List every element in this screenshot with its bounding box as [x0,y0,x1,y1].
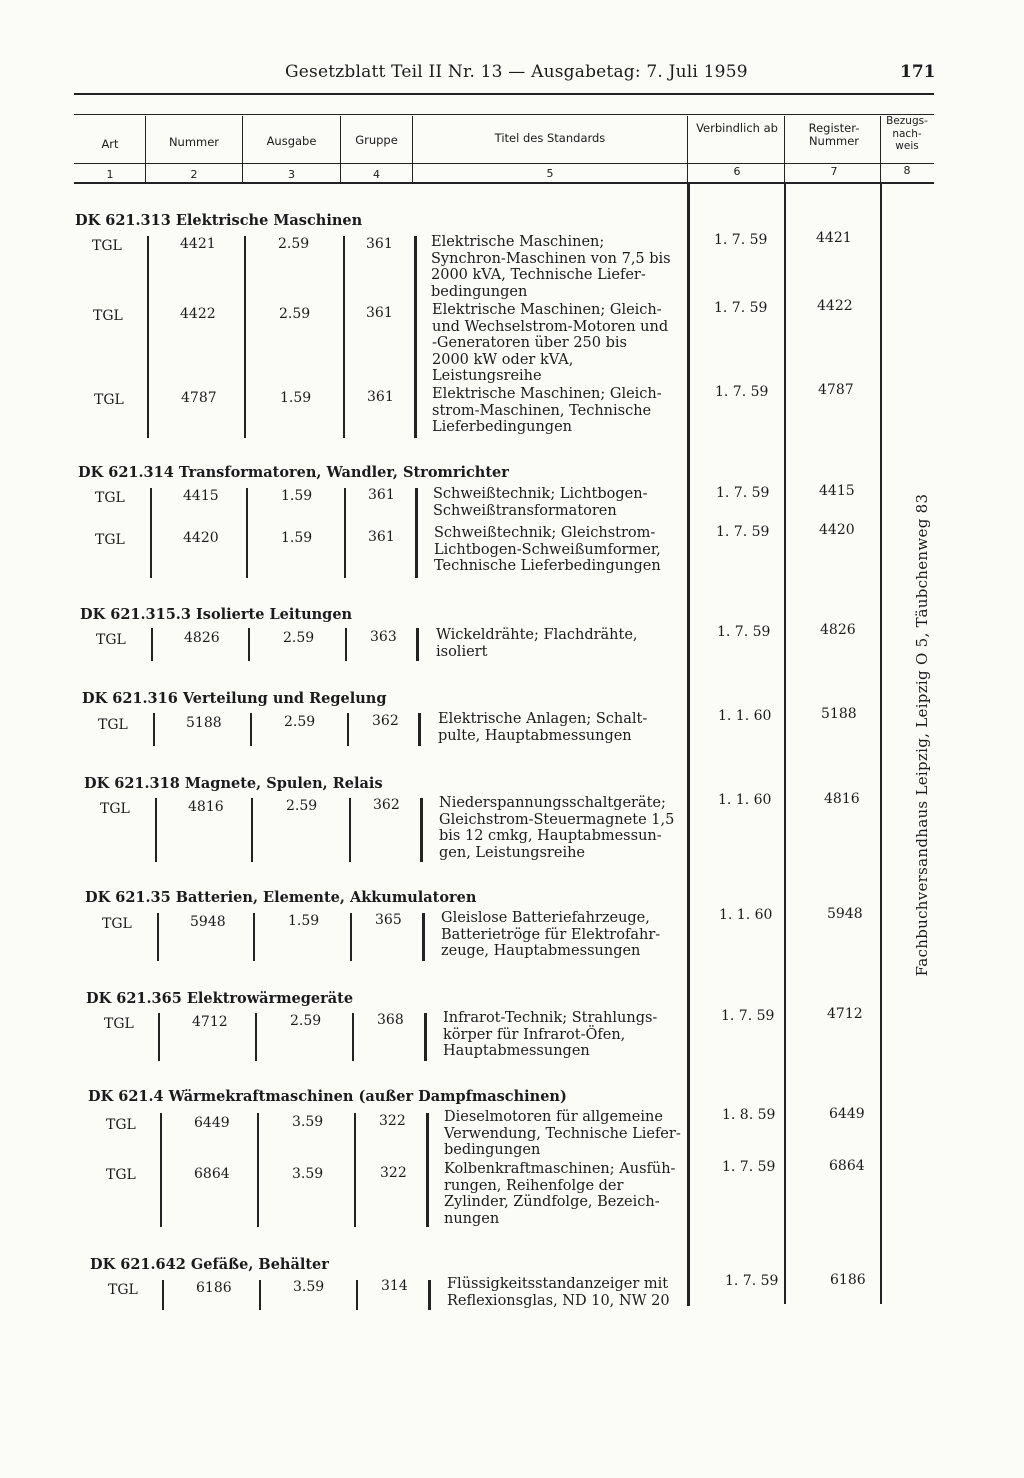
column-number: 8 [903,164,911,177]
cell-register: 4816 [824,791,860,807]
cell-verbindlich: 1. 7. 59 [714,232,768,248]
cell-nummer: 4422 [180,306,216,322]
cell-nummer: 4787 [181,390,217,406]
header-rule-top-2 [74,114,934,115]
cell-title: Schweißtechnik; Gleichstrom- Lichtbogen-Schweißumformer, Technische Lieferbedingungen [434,525,661,574]
row-separator [162,1280,164,1310]
cell-verbindlich: 1. 1. 60 [718,792,772,808]
cell-nummer: 4415 [183,488,219,504]
cell-ausgabe: 2.59 [290,1013,322,1029]
cell-verbindlich: 1. 1. 60 [718,708,772,724]
cell-register: 4420 [819,522,855,538]
cell-title: Dieselmotoren für allgemeine Verwendung, Technische Liefer- bedingungen [444,1109,681,1158]
cell-ausgabe: 2.59 [286,798,318,814]
column-number: 4 [373,168,380,181]
cell-register: 5188 [821,706,857,722]
cell-gruppe: 361 [368,487,395,503]
cell-gruppe: 361 [368,529,395,545]
cell-ausgabe: 3.59 [292,1166,324,1182]
row-separator [420,798,423,862]
page-header: Gesetzblatt Teil II Nr. 13 — Ausgabetag: 7. Juli 1959 [285,62,748,82]
cell-art: TGL [95,532,125,548]
bezugsnachweis-side-note: Fachbuchversandhaus Leipzig, Leipzig O 5, Täubchenweg 83 [913,493,931,977]
cell-ausgabe: 1.59 [288,913,320,929]
row-separator [424,1013,427,1061]
cell-gruppe: 361 [367,389,394,405]
cell-verbindlich: 1. 7. 59 [716,485,770,501]
row-separator [246,488,248,578]
cell-gruppe: 368 [377,1012,404,1028]
cell-verbindlich: 1. 7. 59 [716,524,770,540]
header-rule-bottom [74,182,934,184]
cell-art: TGL [104,1016,134,1032]
column-header-register: Register-Nummer [808,121,860,148]
column-header-verbindlich: Verbindlich ab [696,121,778,135]
cell-nummer: 6449 [194,1115,230,1131]
cell-ausgabe: 2.59 [284,714,316,730]
cell-verbindlich: 1. 7. 59 [725,1273,779,1289]
row-separator [153,713,155,746]
section-title: DK 621.35 Batterien, Elemente, Akkumulatoren [85,889,477,906]
column-rule-bezug [880,184,882,1304]
cell-title: Elektrische Maschinen; Synchron-Maschinen von 7,5 bis 2000 kVA, Technische Liefer- bedingungen [431,234,671,300]
cell-title: Flüssigkeitsstandanzeiger mit Reflexionsglas, ND 10, NW 20 [447,1276,670,1309]
cell-gruppe: 362 [372,713,399,729]
cell-art: TGL [98,717,128,733]
row-separator [157,913,159,961]
cell-nummer: 4420 [183,530,219,546]
row-separator [251,798,253,862]
cell-title: Gleislose Batteriefahrzeuge, Batterietröge für Elektrofahr- zeuge, Hauptabmessungen [441,910,661,959]
cell-art: TGL [95,490,125,506]
column-header-nummer: Nummer [168,135,220,149]
row-separator [356,1280,358,1310]
cell-title: Schweißtechnik; Lichtbogen- Schweißtransformatoren [433,486,648,519]
cell-register: 4421 [816,230,852,246]
cell-gruppe: 322 [380,1165,407,1181]
cell-gruppe: 363 [370,629,397,645]
column-number: 6 [733,165,741,178]
cell-title: Elektrische Maschinen; Gleich- und Wechselstrom-Motoren und -Generatoren über 250 bis 2000 kW oder kVA, Leistungsreihe [432,302,669,384]
row-separator [244,236,246,438]
cell-gruppe: 361 [366,236,393,252]
row-separator [418,713,421,746]
cell-ausgabe: 3.59 [292,1114,324,1130]
row-separator [255,1013,257,1061]
cell-nummer: 6864 [194,1166,230,1182]
cell-nummer: 6186 [196,1280,232,1296]
row-separator [160,1113,162,1227]
cell-register: 6186 [830,1272,866,1288]
row-separator [155,798,157,862]
cell-art: TGL [106,1167,136,1183]
cell-register: 4415 [819,483,855,499]
cell-title: Kolbenkraftmaschinen; Ausfüh- rungen, Reihenfolge der Zylinder, Zündfolge, Bezeich- nungen [444,1161,676,1227]
row-separator [257,1113,259,1227]
cell-verbindlich: 1. 7. 59 [717,624,771,640]
row-separator [416,628,419,661]
cell-register: 4422 [817,298,853,314]
cell-nummer: 4816 [188,799,224,815]
column-header-ausgabe: Ausgabe [266,134,317,148]
row-separator [250,713,252,746]
row-separator [344,488,346,578]
cell-nummer: 4421 [180,236,216,252]
header-separator [687,116,688,184]
section-title: DK 621.4 Wärmekraftmaschinen (außer Dampfmaschinen) [88,1088,567,1105]
cell-gruppe: 314 [381,1278,408,1294]
row-separator [253,913,255,961]
cell-nummer: 4826 [184,630,220,646]
cell-gruppe: 361 [366,305,393,321]
cell-ausgabe: 2.59 [283,630,315,646]
row-separator [414,236,417,438]
cell-ausgabe: 1.59 [280,390,312,406]
column-number: 3 [288,168,295,181]
section-title: DK 621.315.3 Isolierte Leitungen [80,606,353,623]
cell-art: TGL [100,801,130,817]
row-separator [347,713,349,746]
cell-title: Niederspannungsschaltgeräte; Gleichstrom-Steuermagnete 1,5 bis 12 cmkg, Hauptabmessun- gen, Leistungsreihe [439,795,675,861]
row-separator [354,1113,356,1227]
header-rule-top [74,93,934,95]
row-separator [248,628,250,661]
cell-register: 4787 [818,382,854,398]
column-header-art: Art [101,137,119,151]
page-number: 171 [900,62,936,82]
cell-register: 4826 [820,622,856,638]
section-title: DK 621.313 Elektrische Maschinen [75,212,363,229]
cell-gruppe: 362 [373,797,400,813]
header-separator [784,116,785,184]
section-title: DK 621.318 Magnete, Spulen, Relais [84,775,383,792]
cell-nummer: 5188 [186,715,222,731]
section-title: DK 621.365 Elektrowärmegeräte [86,990,354,1007]
row-separator [158,1013,160,1061]
row-separator [150,488,152,578]
cell-ausgabe: 1.59 [281,488,313,504]
row-separator [147,236,149,438]
cell-art: TGL [94,392,124,408]
row-separator [151,628,153,661]
column-header-titel: Titel des Standards [494,131,606,145]
cell-verbindlich: 1. 7. 59 [715,384,769,400]
cell-nummer: 4712 [192,1014,228,1030]
cell-register: 6449 [829,1106,865,1122]
row-separator [350,913,352,961]
row-separator [426,1113,429,1227]
cell-ausgabe: 3.59 [293,1279,325,1295]
cell-art: TGL [102,916,132,932]
cell-art: TGL [96,632,126,648]
column-number: 2 [190,168,198,181]
cell-nummer: 5948 [190,914,226,930]
cell-register: 6864 [829,1158,865,1174]
section-title: DK 621.642 Gefäße, Behälter [90,1256,329,1273]
cell-title: Elektrische Maschinen; Gleich- strom-Maschinen, Technische Lieferbedingungen [432,386,662,435]
column-rule-register [784,184,786,1304]
column-header-gruppe: Gruppe [355,133,398,147]
cell-title: Wickeldrähte; Flachdrähte, isoliert [436,627,638,660]
row-separator [259,1280,261,1310]
header-rule-mid [74,163,934,164]
section-title: DK 621.314 Transformatoren, Wandler, Stromrichter [78,464,509,481]
cell-title: Elektrische Anlagen; Schalt- pulte, Hauptabmessungen [438,711,648,744]
column-number: 7 [830,165,838,178]
cell-title: Infrarot-Technik; Strahlungs- körper für Infrarot-Öfen, Hauptabmessungen [443,1010,658,1059]
row-separator [352,1013,354,1061]
cell-gruppe: 365 [375,912,402,928]
cell-art: TGL [92,238,122,254]
row-separator [428,1280,431,1310]
cell-verbindlich: 1. 7. 59 [722,1159,776,1175]
row-separator [343,236,345,438]
cell-art: TGL [108,1282,138,1298]
cell-verbindlich: 1. 8. 59 [722,1107,776,1123]
header-separator [880,116,881,184]
column-number: 1 [106,168,114,181]
cell-art: TGL [106,1117,136,1133]
cell-register: 4712 [827,1006,863,1022]
column-header-bezugsnachweis: Bezugs-nach-weis [886,115,928,152]
cell-ausgabe: 1.59 [281,530,313,546]
row-separator [422,913,425,961]
cell-verbindlich: 1. 7. 59 [721,1008,775,1024]
cell-verbindlich: 1. 1. 60 [719,907,773,923]
cell-gruppe: 322 [379,1113,406,1129]
cell-ausgabe: 2.59 [279,306,311,322]
cell-ausgabe: 2.59 [278,236,310,252]
column-number: 5 [546,167,554,180]
cell-verbindlich: 1. 7. 59 [714,300,768,316]
cell-register: 5948 [827,906,863,922]
row-separator [345,628,347,661]
row-separator [349,798,351,862]
cell-art: TGL [93,308,123,324]
section-title: DK 621.316 Verteilung und Regelung [82,690,387,707]
row-separator [415,488,418,578]
